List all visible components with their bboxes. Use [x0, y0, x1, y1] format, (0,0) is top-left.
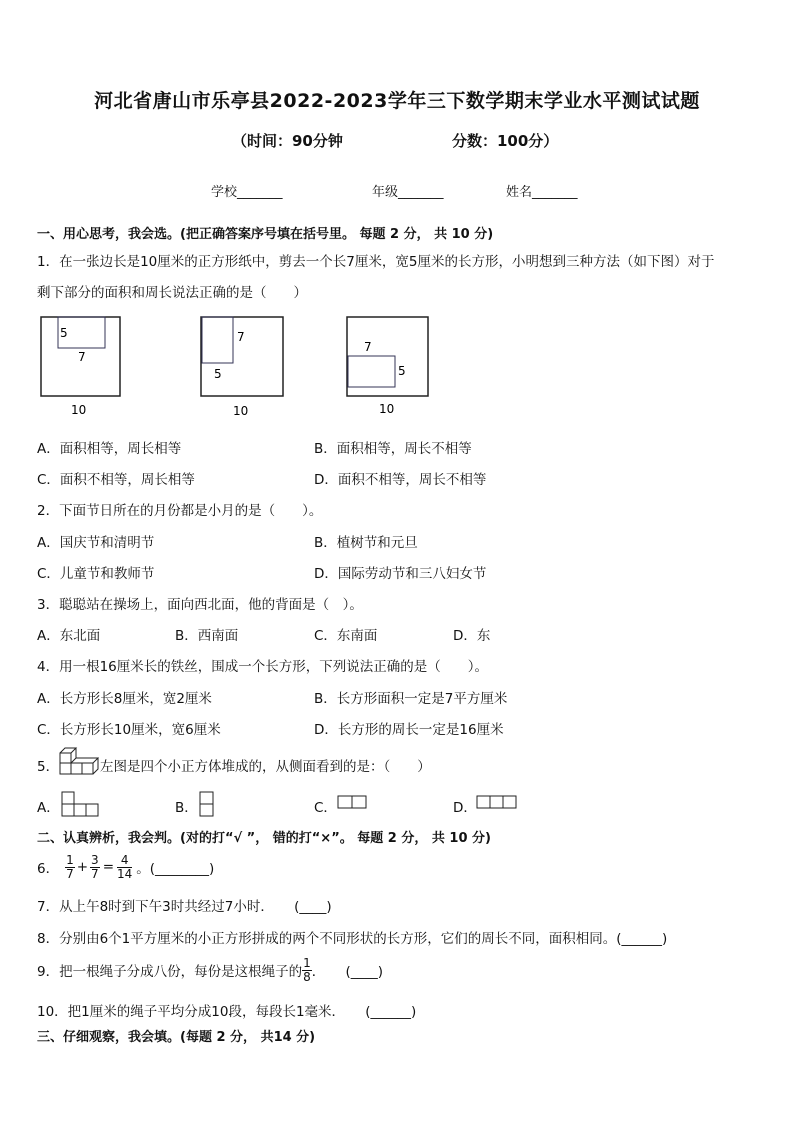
- q4-option-c: C．长方形长10厘米，宽6厘米: [37, 722, 221, 738]
- fig1-label-b: 7: [78, 350, 86, 364]
- page-title: 河北省唐山市乐亭县2022-2023学年三下数学期末学业水平测试试题: [94, 90, 700, 112]
- q1-figure-3: [347, 317, 428, 416]
- q6-answer-blank: 。(________): [136, 861, 215, 877]
- question-5: 左图是四个小正方体堆成的，从侧面看到的是：（ ）: [100, 759, 431, 775]
- school-field: 学校_______: [211, 185, 283, 200]
- q5-option-a-shape: [61, 790, 101, 818]
- question-4: 4．用一根16厘米长的铁丝，围成一个长方形，下列说法正确的是（ ）。: [37, 659, 489, 675]
- q2-option-c: C．儿童节和教师节: [37, 566, 155, 582]
- fig2-label-b: 5: [214, 367, 222, 381]
- q5-option-b: B．: [175, 800, 198, 816]
- q2-option-d: D．国际劳动节和三八妇女节: [314, 566, 487, 582]
- question-2: 2．下面节日所在的月份都是小月的是（ ）。: [37, 503, 323, 519]
- fig1-label-side: 10: [71, 403, 87, 417]
- section-heading: 一、用心思考，我会选。(把正确答案序号填在括号里。 每题 2 分， 共 10 分): [37, 227, 494, 242]
- fig3-label-b: 5: [398, 364, 406, 378]
- q3-option-a: A．东北面: [37, 628, 101, 644]
- name-field: 姓名_______: [506, 185, 578, 200]
- question-1-line1: 1．在一张边长是10厘米的正方形纸中，剪去一个长7厘米，宽5厘米的长方形，小明想到三种方法（如下图）对于: [37, 254, 715, 270]
- question-9: 9．把一根绳子分成八份，每份是这根绳子的 $\frac{1}{8}$ ． (____): [37, 955, 384, 984]
- q5-option-c: C．: [314, 800, 337, 816]
- question-5-number: 5．: [37, 759, 60, 775]
- fig2-label-side: 10: [233, 404, 249, 418]
- q1-figures: [30, 308, 450, 423]
- q1-figure-2: [201, 317, 283, 418]
- cube-stack-icon: [57, 747, 99, 777]
- question-7: 7．从上午8时到下午3时共经过7小时． (____): [37, 899, 332, 915]
- q6-number: 6．: [37, 861, 60, 877]
- q6-fraction-3: $\frac{4}{14}$: [117, 852, 133, 881]
- q1-option-b: B．面积相等，周长不相等: [314, 441, 472, 457]
- section-heading: 二、认真辨析，我会判。(对的打“√ ”， 错的打“×”。 每题 2 分， 共 10 分): [37, 831, 491, 846]
- q2-option-a: A．国庆节和清明节: [37, 535, 155, 551]
- q5-option-a: A．: [37, 800, 60, 816]
- q6-fraction-2: $\frac{3}{7}$: [91, 852, 99, 881]
- q1-figure-1: [41, 317, 120, 417]
- q5-option-d: D．: [453, 800, 477, 816]
- q9-fraction: $\frac{1}{8}$: [303, 955, 311, 984]
- fig1-label-a: 5: [60, 326, 68, 340]
- q6-fraction-1: $\frac{1}{7}$: [66, 852, 74, 881]
- q1-option-a: A．面积相等，周长相等: [37, 441, 182, 457]
- q3-option-c: C．东南面: [314, 628, 378, 644]
- question-6: 6． $\frac{1}{7}$ + $\frac{3}{7}$ = $\frac{4}{14}$ 。(________): [37, 852, 215, 881]
- time-label: （时间：90分钟: [232, 132, 343, 150]
- fig3-label-side: 10: [379, 402, 395, 416]
- q5-option-c-shape: [337, 794, 369, 810]
- fig3-label-a: 7: [364, 340, 372, 354]
- grade-field: 年级_______: [372, 185, 444, 200]
- q5-option-d-shape: [476, 794, 518, 810]
- q2-option-b: B．植树节和元旦: [314, 535, 418, 551]
- q4-option-b: B．长方形面积一定是7平方厘米: [314, 691, 508, 707]
- question-10: 10．把1厘米的绳子平均分成10段，每段长1毫米． (______): [37, 1004, 417, 1020]
- fig2-label-a: 7: [237, 330, 245, 344]
- section-heading: 三、仔细观察，我会填。(每题 2 分， 共14 分): [37, 1030, 316, 1045]
- question-3: 3．聪聪站在操场上，面向西北面，他的背面是（ ）。: [37, 597, 363, 613]
- q4-option-d: D．长方形的周长一定是16厘米: [314, 722, 504, 738]
- q9-answer-blank: ． (____): [311, 964, 384, 980]
- q3-option-b: B．西南面: [175, 628, 239, 644]
- q1-option-d: D．面积不相等，周长不相等: [314, 472, 487, 488]
- q1-option-c: C．面积不相等，周长相等: [37, 472, 195, 488]
- q5-option-b-shape: [199, 790, 217, 818]
- q4-option-a: A．长方形长8厘米，宽2厘米: [37, 691, 212, 707]
- question-1-line2: 剩下部分的面积和周长说法正确的是（ ）: [37, 285, 307, 301]
- q3-option-d: D．东: [453, 628, 491, 644]
- question-8: 8．分别由6个1平方厘米的小正方形拼成的两个不同形状的长方形，它们的周长不同，面积相同。(______): [37, 931, 668, 947]
- score-label: 分数：100分）: [452, 132, 559, 150]
